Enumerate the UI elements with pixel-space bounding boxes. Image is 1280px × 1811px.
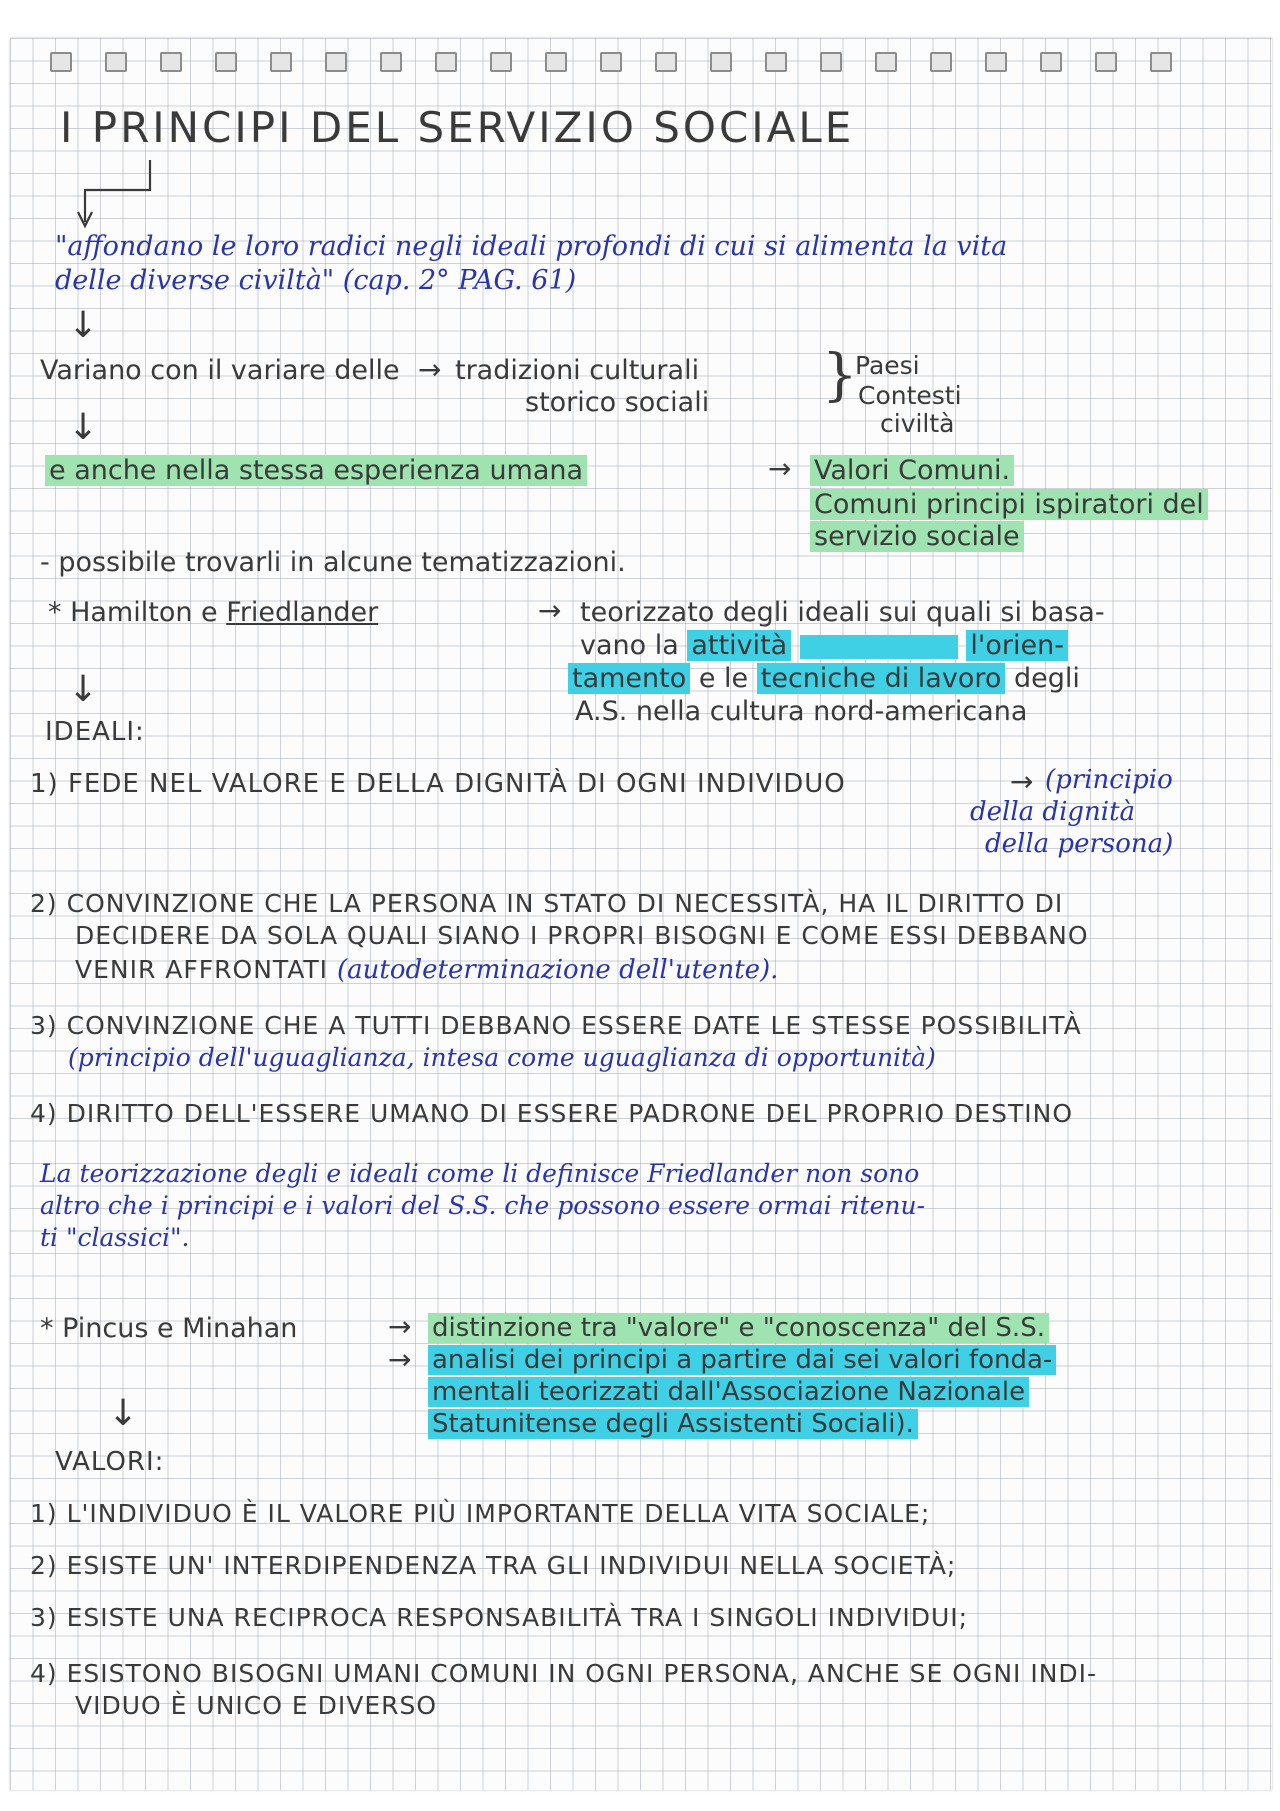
variano-target: tradizioni culturali xyxy=(455,355,700,386)
valore-text: ESISTONO BISOGNI UMANI COMUNI IN OGNI PERSONA, ANCHE SE OGNI INDI- xyxy=(66,1659,1098,1688)
hamilton-text: teorizzato degli ideali sui quali si basa- xyxy=(580,597,1105,628)
right-arrow-icon: → xyxy=(388,1343,412,1376)
ideale-number: 2) xyxy=(30,889,58,918)
pincus-analisi: analisi dei principi a partire dai sei valori fonda- xyxy=(428,1345,1056,1375)
valore-text: ESISTE UN' INTERDIPENDENZA TRA GLI INDIVIDUI NELLA SOCIETÀ; xyxy=(66,1551,957,1580)
esperienza-text: e anche nella stessa esperienza umana xyxy=(45,455,587,486)
hamilton-highlight: l'orien- xyxy=(966,630,1068,661)
hamilton-line xyxy=(48,598,378,628)
right-arrow-icon: → xyxy=(1010,765,1034,798)
esperienza-line xyxy=(45,456,587,486)
right-arrow-icon: → xyxy=(418,353,442,386)
ideale-item xyxy=(30,1100,1073,1128)
valore-text: ESISTE UNA RECIPROCA RESPONSABILITÀ TRA I SINGOLI INDIVIDUI; xyxy=(66,1603,969,1632)
pincus-analisi: Statunitense degli Assistenti Sociali). xyxy=(428,1409,918,1439)
right-arrow-icon: → xyxy=(388,1310,412,1343)
hamilton-highlight: attività xyxy=(687,630,791,661)
ideale-number: 1) xyxy=(30,769,59,799)
pincus-line xyxy=(428,1410,918,1439)
brace-icon: } xyxy=(822,343,858,408)
ideale-text: DECIDERE DA SOLA QUALI SIANO I PROPRI BISOGNI E COME ESSI DEBBANO xyxy=(75,921,1089,950)
ideale-number: 4) xyxy=(30,1099,58,1128)
ideale-number: 3) xyxy=(30,1011,58,1040)
esperienza-result-line xyxy=(810,456,1014,486)
valore-item xyxy=(30,1660,1097,1688)
ideale-item xyxy=(30,770,846,799)
valore-number: 3) xyxy=(30,1603,58,1632)
variano-text: Variano con il variare delle xyxy=(40,355,400,386)
teorizzazione-text: altro che i principi e i valori del S.S. che possono essere ormai ritenu- xyxy=(40,1191,926,1220)
servizio-sociale: servizio sociale xyxy=(810,521,1024,552)
ideale-item xyxy=(30,1012,1082,1040)
valore-text: VIDUO È UNICO E DIVERSO xyxy=(75,1691,438,1720)
principi-ispiratori: Comuni principi ispiratori del xyxy=(810,489,1208,520)
ideale-text: CONVINZIONE CHE A TUTTI DEBBANO ESSERE DATE LE STESSE POSSIBILITÀ xyxy=(66,1011,1082,1040)
quote-line: delle diverse civiltà" (cap. 2° PAG. 61) xyxy=(55,265,577,296)
pincus-line xyxy=(428,1378,1029,1407)
ideale-note: (principio dell'uguaglianza, intesa come uguaglianza di opportunità) xyxy=(68,1043,936,1072)
esperienza-result-line xyxy=(810,490,1208,520)
hamilton-text-line xyxy=(568,664,1080,694)
hamilton-text: vano la xyxy=(580,630,679,661)
page-title: I PRINCIPI DEL SERVIZIO SOCIALE xyxy=(60,103,855,152)
hamilton-highlight: tecniche di lavoro xyxy=(757,663,1006,694)
pincus-line xyxy=(428,1314,1049,1343)
teorizzazione-text: La teorizzazione degli e ideali come li definisce Friedlander non sono xyxy=(40,1159,920,1188)
brace-item: civiltà xyxy=(880,409,955,438)
down-arrow-icon: ↓ xyxy=(68,669,99,710)
brace-item: Paesi xyxy=(855,351,920,380)
valore-number: 4) xyxy=(30,1659,58,1688)
valore-item xyxy=(30,1604,968,1632)
ideale-text: DIRITTO DELL'ESSERE UMANO DI ESSERE PADRONE DEL PROPRIO DESTINO xyxy=(66,1099,1073,1128)
crossed-out-word xyxy=(800,635,958,659)
hamilton-text: A.S. nella cultura nord-americana xyxy=(575,696,1028,727)
down-arrow-icon: ↓ xyxy=(68,305,99,346)
ideale-note: della dignità xyxy=(970,797,1136,827)
ideale-text: CONVINZIONE CHE LA PERSONA IN STATO DI NECESSITÀ, HA IL DIRITTO DI xyxy=(66,889,1064,918)
ideale-text: VENIR AFFRONTATI xyxy=(75,955,329,984)
hamilton-text-line xyxy=(580,631,1068,661)
hamilton-text: e le xyxy=(698,663,749,694)
ideale-text: FEDE NEL VALORE E DELLA DIGNITÀ DI OGNI INDIVIDUO xyxy=(67,769,846,799)
pincus-line xyxy=(428,1346,1056,1375)
hamilton-text: degli xyxy=(1013,663,1080,694)
ideale-note: (autodeterminazione dell'utente). xyxy=(337,955,779,985)
ideale-note: (principio xyxy=(1045,765,1173,795)
right-arrow-icon: → xyxy=(538,594,562,627)
variano-target: storico sociali xyxy=(525,387,710,418)
ideale-item-line xyxy=(75,956,778,985)
pincus-distinzione: distinzione tra "valore" e "conoscenza" del S.S. xyxy=(428,1313,1049,1343)
valore-number: 2) xyxy=(30,1551,58,1580)
ideali-label: IDEALI: xyxy=(45,717,145,747)
brace-item: Contesti xyxy=(858,381,962,410)
valore-item xyxy=(30,1500,930,1528)
esperienza-result-line xyxy=(810,522,1024,552)
valori-comuni: Valori Comuni. xyxy=(810,455,1014,486)
ideale-item xyxy=(30,890,1063,918)
valori-label: VALORI: xyxy=(55,1447,165,1477)
ideale-note: della persona) xyxy=(985,829,1174,859)
teorizzazione-text: ti "classici". xyxy=(40,1223,190,1252)
pincus-prefix: * Pincus e Minahan xyxy=(40,1313,298,1344)
right-arrow-icon: → xyxy=(768,452,792,485)
down-arrow-icon: ↓ xyxy=(108,1393,139,1434)
down-arrow-icon: ↓ xyxy=(68,407,99,448)
hamilton-highlight: tamento xyxy=(568,663,690,694)
hamilton-prefix: * Hamilton e xyxy=(48,597,218,628)
possibile-text: - possibile trovarli in alcune tematizzazioni. xyxy=(40,547,626,578)
valore-number: 1) xyxy=(30,1499,58,1528)
pincus-analisi: mentali teorizzati dall'Associazione Nazionale xyxy=(428,1377,1029,1407)
friedlander-name: Friedlander xyxy=(226,597,379,628)
quote-line: "affondano le loro radici negli ideali profondi di cui si alimenta la vita xyxy=(55,231,1008,262)
valore-text: L'INDIVIDUO È IL VALORE PIÙ IMPORTANTE DELLA VITA SOCIALE; xyxy=(66,1499,931,1528)
valore-item xyxy=(30,1552,956,1580)
